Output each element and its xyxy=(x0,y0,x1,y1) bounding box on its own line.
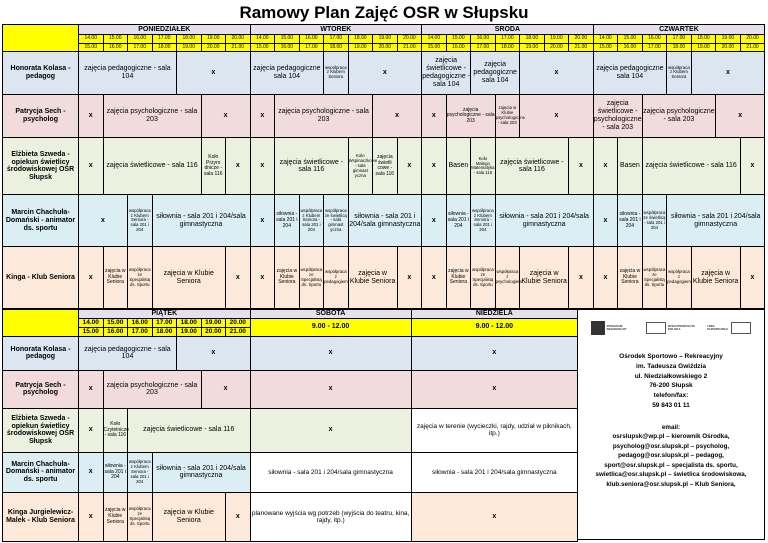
hour-label: 17.00 xyxy=(495,35,520,43)
activity-gym: siłownia - sala 201 i 204/sala gimnastyczna xyxy=(152,452,250,492)
activity-cooperation: współpraca ze świetlicą - sala 201 i 204 xyxy=(642,195,667,247)
hour-label: 19.00 xyxy=(177,43,202,51)
no-activity-mark: x xyxy=(79,247,104,309)
hour-label: 18.00 xyxy=(667,43,692,51)
hour-label: 19.00 xyxy=(201,318,226,327)
street: ul. Niedziałkowskiego 2 xyxy=(634,372,708,380)
hour-label: 20.00 xyxy=(544,43,569,51)
person-senior-club: Kinga - Klub Seniora xyxy=(3,247,79,309)
hour-label: 18.00 xyxy=(495,43,520,51)
contact-info-panel xyxy=(577,309,765,540)
no-activity-mark: x xyxy=(226,492,251,541)
no-activity-mark: x xyxy=(593,195,618,247)
no-activity-mark: x xyxy=(593,247,618,309)
activity-senior-club: zajęcia w Klubie Seniora xyxy=(103,247,128,309)
no-activity-mark: x xyxy=(79,138,104,195)
no-activity-mark: x xyxy=(716,94,765,138)
hour-label: 16.00 xyxy=(618,43,643,51)
activity-gym: siłownia - sala 201 i 204/sala gimnastyczna xyxy=(667,195,765,247)
activity-gym: siłownia - sala 201 i 204 xyxy=(103,452,128,492)
hour-label: 14.00 xyxy=(593,35,618,43)
no-activity-mark: x xyxy=(201,94,250,138)
activity-senior-club: zajęcia w Klubie Seniora xyxy=(520,247,569,309)
corner-cell xyxy=(3,25,79,52)
address-block xyxy=(578,352,764,411)
day-header-thursday: CZWARTEK xyxy=(593,25,765,35)
hour-label: 16.00 xyxy=(103,327,128,336)
hour-label: 21.00 xyxy=(569,43,594,51)
weekday-schedule-table xyxy=(2,24,765,309)
hour-label: 20.00 xyxy=(226,318,251,327)
no-activity-mark: x xyxy=(691,52,765,95)
hour-label: 15.00 xyxy=(618,35,643,43)
hour-label: 17.00 xyxy=(128,43,153,51)
hour-label: 20.00 xyxy=(397,35,422,43)
person-psychologist: Patrycja Sech - psycholog xyxy=(3,94,79,138)
hour-label: 19.00 xyxy=(177,327,202,336)
activity-psychological: zajęcia psychologiczne - sala 203 xyxy=(446,94,495,138)
hour-label: 16.00 xyxy=(471,35,496,43)
day-header-sunday: NIEDZIELA xyxy=(411,310,578,319)
hour-label: 14.00 xyxy=(79,35,104,43)
weekend-hours: 9.00 - 12.00 xyxy=(250,318,411,336)
weekend-schedule-table xyxy=(2,309,578,542)
hour-label: 16.00 xyxy=(446,43,471,51)
no-activity-mark: x xyxy=(593,138,618,195)
activity-cooperation: współpraca ze Specjalistą ds. Sportu xyxy=(299,247,324,309)
email-line: pedagog@osr.slupsk.pl – pedagog, xyxy=(618,452,724,460)
eu-flag-icon xyxy=(731,322,751,334)
person-pedagog: Honorata Kolasa - pedagog xyxy=(3,336,79,370)
activity-day-room: zajęcia świetlicowe - sala 116 xyxy=(103,138,201,195)
hour-label: 15.00 xyxy=(275,35,300,43)
activity-day-room: zajęcia świetlicowe - sala 116 xyxy=(275,138,349,195)
hour-label: 14.00 xyxy=(79,318,104,327)
hour-label: 18.00 xyxy=(177,35,202,43)
no-activity-mark: x xyxy=(79,370,104,408)
eu-logo: UNIA EUROPEJSKA xyxy=(707,322,751,334)
hour-label: 18.00 xyxy=(177,318,202,327)
hour-label: 17.00 xyxy=(128,327,153,336)
activity-psychological: zajęcia świetlicowe - psychologiczne - sala 203 xyxy=(593,94,642,138)
no-activity-mark: x xyxy=(250,138,275,195)
activity-cooperation: współpraca z psychologiem xyxy=(495,247,520,309)
no-activity-mark: x xyxy=(79,452,104,492)
activity-senior-club: zajęcia w Klubie Seniora xyxy=(691,247,740,309)
activity-psychological: zajęcia psychologiczne - sala 203 xyxy=(103,370,201,408)
hour-label: 17.00 xyxy=(152,35,177,43)
activity-pool: Basen xyxy=(446,138,471,195)
activity-senior-club: zajęcia w Klubie Seniora xyxy=(103,492,128,541)
activity-gym: siłownia - sala 201 i 204/sala gimnastyczna xyxy=(152,195,250,247)
hour-label: 20.00 xyxy=(569,35,594,43)
no-activity-mark: x xyxy=(740,247,765,309)
hour-label: 16.00 xyxy=(642,35,667,43)
activity-day-room: zajęcia świetlicowe - sala 116 xyxy=(128,408,251,452)
person-sport-animator: Marcin Chachuła-Domański - animator ds. sportu xyxy=(3,452,79,492)
day-header-monday: PONIEDZIAŁEK xyxy=(79,25,251,35)
activity-cooperation: współpraca ze Specjalistą ds. Sportu xyxy=(642,247,667,309)
hour-label: 14.00 xyxy=(422,35,447,43)
no-activity-mark: x xyxy=(250,408,411,452)
activity-day-room: zajęcia świetli cowe - sala 116 xyxy=(373,138,398,195)
hour-label: 17.00 xyxy=(324,35,349,43)
activity-psychological: zajęcia psychologiczne - sala 203 xyxy=(103,94,201,138)
no-activity-mark: x xyxy=(569,247,594,309)
day-header-tuesday: WTOREK xyxy=(250,25,422,35)
hour-label: 19.00 xyxy=(348,43,373,51)
activity-day-room: zajęcia świetlicowe - sala 116 xyxy=(642,138,740,195)
no-activity-mark: x xyxy=(250,94,275,138)
no-activity-mark: x xyxy=(422,247,447,309)
email-block xyxy=(578,423,764,489)
no-activity-mark: x xyxy=(250,370,411,408)
no-activity-mark: x xyxy=(422,94,447,138)
corner-cell xyxy=(3,310,79,337)
hour-label: 19.00 xyxy=(201,35,226,43)
activity-cooperation: współpraca ze Specjalistą ds. Sportu xyxy=(128,492,153,541)
activity-cooperation: współpraca z Klubem Seniora - sala 201 i 204 xyxy=(128,195,153,247)
no-activity-mark: x xyxy=(569,138,594,195)
day-header-wednesday: ŚRODA xyxy=(422,25,594,35)
hour-label: 18.00 xyxy=(152,43,177,51)
hour-label: 20.00 xyxy=(226,35,251,43)
no-activity-mark: x xyxy=(79,492,104,541)
hour-label: 15.00 xyxy=(79,43,104,51)
activity-cooperation: współpraca z Klubem Seniora - sala 201 i 204 xyxy=(128,452,153,492)
activity-pedagogical: zajęcia pedagogiczne - sala 104 xyxy=(79,52,177,95)
no-activity-mark: x xyxy=(250,336,411,370)
no-activity-mark: x xyxy=(411,336,578,370)
no-activity-mark: x xyxy=(177,52,251,95)
person-senior-club: Kinga Jurgielewicz-Malek - Klub Seniora xyxy=(3,492,79,541)
no-activity-mark: x xyxy=(740,138,765,195)
person-sport-animator: Marcin Chachuła-Domański - animator ds. sportu xyxy=(3,195,79,247)
hour-label: 18.00 xyxy=(691,35,716,43)
no-activity-mark: x xyxy=(348,52,422,95)
activity-senior-club: zajęcia w Klubie Seniora xyxy=(275,247,300,309)
phone-number: 59 843 01 11 xyxy=(652,401,690,409)
phone-label: telefon/fax: xyxy=(653,392,689,399)
poland-flag-icon xyxy=(646,322,666,334)
activity-gym: siłownia - sala 201 i 204/sala gimnastyczna xyxy=(250,452,411,492)
hour-label: 20.00 xyxy=(716,43,741,51)
activity-cooperation: współpraca z Klubem Seniora - sala 201 i 204 xyxy=(299,195,324,247)
hour-label: 16.00 xyxy=(103,43,128,51)
hour-label: 18.00 xyxy=(520,35,545,43)
activity-cooperation: współpraca ze Specjalistą ds. Sportu xyxy=(471,247,496,309)
day-header-friday: PIĄTEK xyxy=(79,310,251,319)
no-activity-mark: x xyxy=(520,52,594,95)
org-name: Ośrodek Sportowo – Rekreacyjny xyxy=(619,353,723,360)
activity-gym: siłownia - sala 201 i 204 xyxy=(446,195,471,247)
activity-gym: siłownia - sala 201 i 204 xyxy=(618,195,643,247)
activity-gym: siłownia - sala 201 i 204/sala gimnastyczna xyxy=(495,195,593,247)
email-label: email: xyxy=(661,424,681,431)
hour-label: 15.00 xyxy=(422,43,447,51)
hour-label: 19.00 xyxy=(520,43,545,51)
no-activity-mark: x xyxy=(79,408,104,452)
no-activity-mark: x xyxy=(177,336,251,370)
activity-cooperation: zajęcia w Klubie psychologiczne - sala 203 xyxy=(495,94,520,138)
no-activity-mark: x xyxy=(250,247,275,309)
email-line: klub.seniora@osr.slupsk.pl – Klub Seniora, xyxy=(606,480,736,488)
activity-outdoor: zajęcia w terenie (wycieczki, rajdy, udział w piknikach, itp.) xyxy=(411,408,578,452)
hour-label: 21.00 xyxy=(397,43,422,51)
hour-label: 19.00 xyxy=(691,43,716,51)
regional-program-icon xyxy=(591,321,605,335)
person-day-room-carer: Elżbieta Szweda - opiekun świetlicy środowiskowej OSR Słupsk xyxy=(3,138,79,195)
hour-label: 16.00 xyxy=(128,35,153,43)
hour-label: 14.00 xyxy=(250,35,275,43)
activity-day-room: zajęcia świetlicowe - sala 116 xyxy=(495,138,569,195)
no-activity-mark: x xyxy=(520,94,594,138)
hour-label: 16.00 xyxy=(275,43,300,51)
activity-pedagogical: zajęcia świetlicowe - pedagogiczne - sala 104 xyxy=(422,52,471,95)
logo-bar xyxy=(578,310,764,346)
activity-gym: siłownia - sala 201 i 204/sala gimnastyczna xyxy=(411,452,578,492)
hour-label: 15.00 xyxy=(593,43,618,51)
regional-program-logo: PROGRAM REGIONALNY xyxy=(591,321,629,335)
no-activity-mark: x xyxy=(250,195,275,247)
activity-reading-club: Koło Czytelnicze - sala 116 xyxy=(103,408,128,452)
hour-label: 15.00 xyxy=(103,318,128,327)
hour-label: 15.00 xyxy=(446,35,471,43)
hour-label: 15.00 xyxy=(250,43,275,51)
activity-senior-club: zajęcia w Klubie Seniora xyxy=(152,247,226,309)
hour-label: 19.00 xyxy=(544,35,569,43)
weekend-hours: 9.00 - 12.00 xyxy=(411,318,578,336)
hour-label: 20.00 xyxy=(373,43,398,51)
hour-label: 17.00 xyxy=(152,318,177,327)
activity-gym: siłownia - sala 201 i 204 xyxy=(275,195,300,247)
activity-cooperation: współpraca z Klubem Seniora xyxy=(324,52,349,95)
hour-label: 21.00 xyxy=(226,43,251,51)
no-activity-mark: x xyxy=(422,138,447,195)
activity-pedagogical: zajęcia pedagogiczne sala 104 xyxy=(250,52,324,95)
activity-cooperation: współpraca z pedagogiem xyxy=(667,247,692,309)
hour-label: 18.00 xyxy=(348,35,373,43)
activity-psychological: zajęcia psychologiczne - sala 203 xyxy=(642,94,716,138)
no-activity-mark: x xyxy=(373,94,422,138)
no-activity-mark: x xyxy=(79,94,104,138)
activity-pool: Basen xyxy=(618,138,643,195)
page-title: Ramowy Plan Zajęć OSR w Słupsku xyxy=(239,3,529,22)
hour-label: 17.00 xyxy=(642,43,667,51)
poland-logo: RZECZPOSPOLITA POLSKA xyxy=(646,322,690,334)
activity-planned-outings: planowane wyjścia wg potrzeb (wyjścia do teatru, kina, rajdy, itp.) xyxy=(250,492,411,541)
activity-senior-club: zajęcia w Klubie Seniora xyxy=(446,247,471,309)
hour-label: 17.00 xyxy=(667,35,692,43)
activity-climbing-club: Koło Wspinaczkowe - sala gimnast yczna xyxy=(348,138,373,195)
no-activity-mark: x xyxy=(422,195,447,247)
activity-cooperation: współpraca z pedagogiem xyxy=(324,247,349,309)
no-activity-mark: x xyxy=(226,138,251,195)
email-line: swietlica@osr.slupsk.pl – świetlica środowiskowa, xyxy=(595,471,747,479)
person-psychologist: Patrycja Sech - psycholog xyxy=(3,370,79,408)
hour-label: 21.00 xyxy=(740,43,765,51)
no-activity-mark: x xyxy=(226,247,251,309)
day-header-saturday: SOBOTA xyxy=(250,310,411,319)
activity-pedagogical: zajęcia pedagogiczne - sala 104 xyxy=(79,336,177,370)
hour-label: 20.00 xyxy=(201,327,226,336)
hour-label: 19.00 xyxy=(373,35,398,43)
hour-label: 20.00 xyxy=(201,43,226,51)
no-activity-mark: x xyxy=(397,247,422,309)
person-day-room-carer: Elżbieta Szweda - opiekun świetlicy środowiskowej OSR Słupsk xyxy=(3,408,79,452)
hour-label: 16.00 xyxy=(128,318,153,327)
hour-label: 16.00 xyxy=(299,35,324,43)
hour-label: 15.00 xyxy=(103,35,128,43)
person-pedagog: Honorata Kolasa - pedagog xyxy=(3,52,79,95)
activity-cooperation: współpraca ze Specjalistą ds. Sportu xyxy=(128,247,153,309)
org-patron: im. Tadeusza Gwiździa xyxy=(636,362,706,370)
hour-label: 15.00 xyxy=(79,327,104,336)
no-activity-mark: x xyxy=(397,138,422,195)
no-activity-mark: x xyxy=(411,370,578,408)
hour-label: 17.00 xyxy=(299,43,324,51)
no-activity-mark: x xyxy=(411,492,578,541)
city: 76-200 Słupsk xyxy=(649,382,693,390)
hour-label: 18.00 xyxy=(152,327,177,336)
email-line: psycholog@osr.slupsk.pl – psycholog, xyxy=(612,442,730,450)
email-line: sport@osr.slupsk.pl – specjalista ds. sportu, xyxy=(604,461,738,469)
hour-label: 17.00 xyxy=(471,43,496,51)
hour-label: 21.00 xyxy=(226,327,251,336)
hour-label: 20.00 xyxy=(740,35,765,43)
activity-cooperation: współpraca z Klubem Seniora - sala 201 i 204 xyxy=(471,195,496,247)
email-line: osrslupsk@wp.pl – kierownik Ośrodka, xyxy=(612,433,730,441)
activity-psychological: zajęcia psychologiczne - sala 203 xyxy=(275,94,373,138)
no-activity-mark: x xyxy=(201,370,250,408)
hour-label: 19.00 xyxy=(716,35,741,43)
activity-pedagogical: zajęcia pedagogiczne sala 104 xyxy=(593,52,667,95)
activity-nature-club: Koło Przyro dnicze - sala 116 xyxy=(201,138,226,195)
activity-cooperation: współpraca z Klubem Seniora xyxy=(667,52,692,95)
activity-senior-club: zajęcia w Klubie Seniora xyxy=(152,492,226,541)
activity-cooperation: współpraca ze świetlicą - sala gimnast yczna xyxy=(324,195,349,247)
hour-label: 18.00 xyxy=(324,43,349,51)
no-activity-mark: x xyxy=(79,195,128,247)
activity-pedagogical: zajęcia pedagogiczne sala 104 xyxy=(471,52,520,95)
activity-gym: siłownia - sala 201 i 204/sala gimnastyczna xyxy=(348,195,422,247)
activity-senior-club: zajęcia w Klubie Seniora xyxy=(348,247,397,309)
activity-senior-club: zajęcia w Klubie Seniora xyxy=(618,247,643,309)
activity-math-club: Koło Malego Matematyka - sala 116 xyxy=(471,138,496,195)
